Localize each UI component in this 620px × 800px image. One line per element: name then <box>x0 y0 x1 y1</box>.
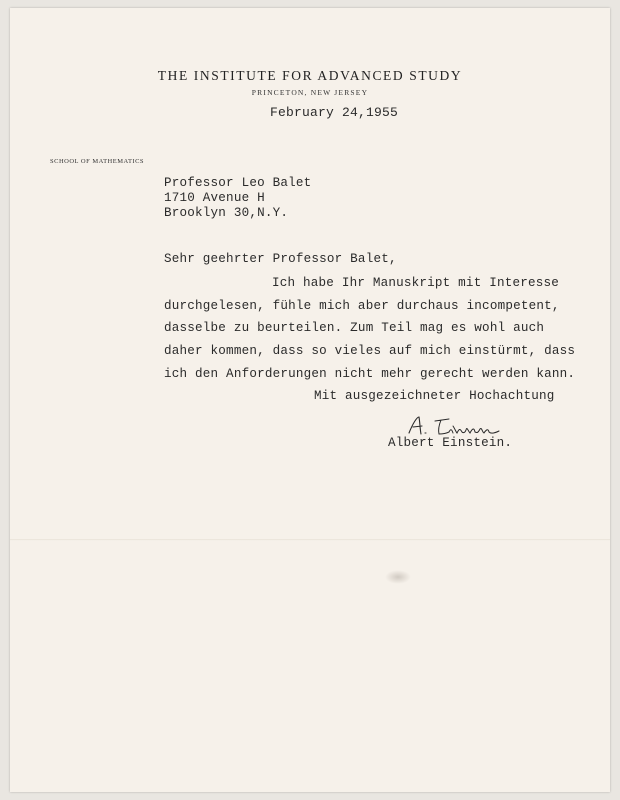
letter-page <box>10 8 610 792</box>
body-line-3: dasselbe zu beurteilen. Zum Teil mag es wohl auch <box>164 321 545 335</box>
body-line-1: Ich habe Ihr Manuskript mit Interesse <box>272 276 560 290</box>
recipient-city: Brooklyn 30,N.Y. <box>164 206 289 220</box>
closing: Mit ausgezeichneter Hochachtung <box>314 389 555 403</box>
recipient-name: Professor Leo Balet <box>164 176 312 190</box>
recipient-street: 1710 Avenue H <box>164 191 265 205</box>
letterhead-title: THE INSTITUTE FOR ADVANCED STUDY <box>157 68 463 83</box>
body-line-5: ich den Anforderungen nicht mehr gerecht werden kann. <box>164 367 576 381</box>
paper-smudge <box>385 570 411 584</box>
department-label: SCHOOL OF MATHEMATICS <box>50 158 145 165</box>
salutation: Sehr geehrter Professor Balet, <box>164 252 397 266</box>
body-line-4: daher kommen, dass so vieles auf mich einstürmt, dass <box>164 344 576 358</box>
letterhead-location: PRINCETON, NEW JERSEY <box>251 88 369 97</box>
paper-fold <box>10 539 610 541</box>
signer-name: Albert Einstein. <box>388 436 513 450</box>
letter-date: February 24,1955 <box>270 105 399 120</box>
body-line-2: durchgelesen, fühle mich aber durchaus incompetent, <box>164 299 560 313</box>
